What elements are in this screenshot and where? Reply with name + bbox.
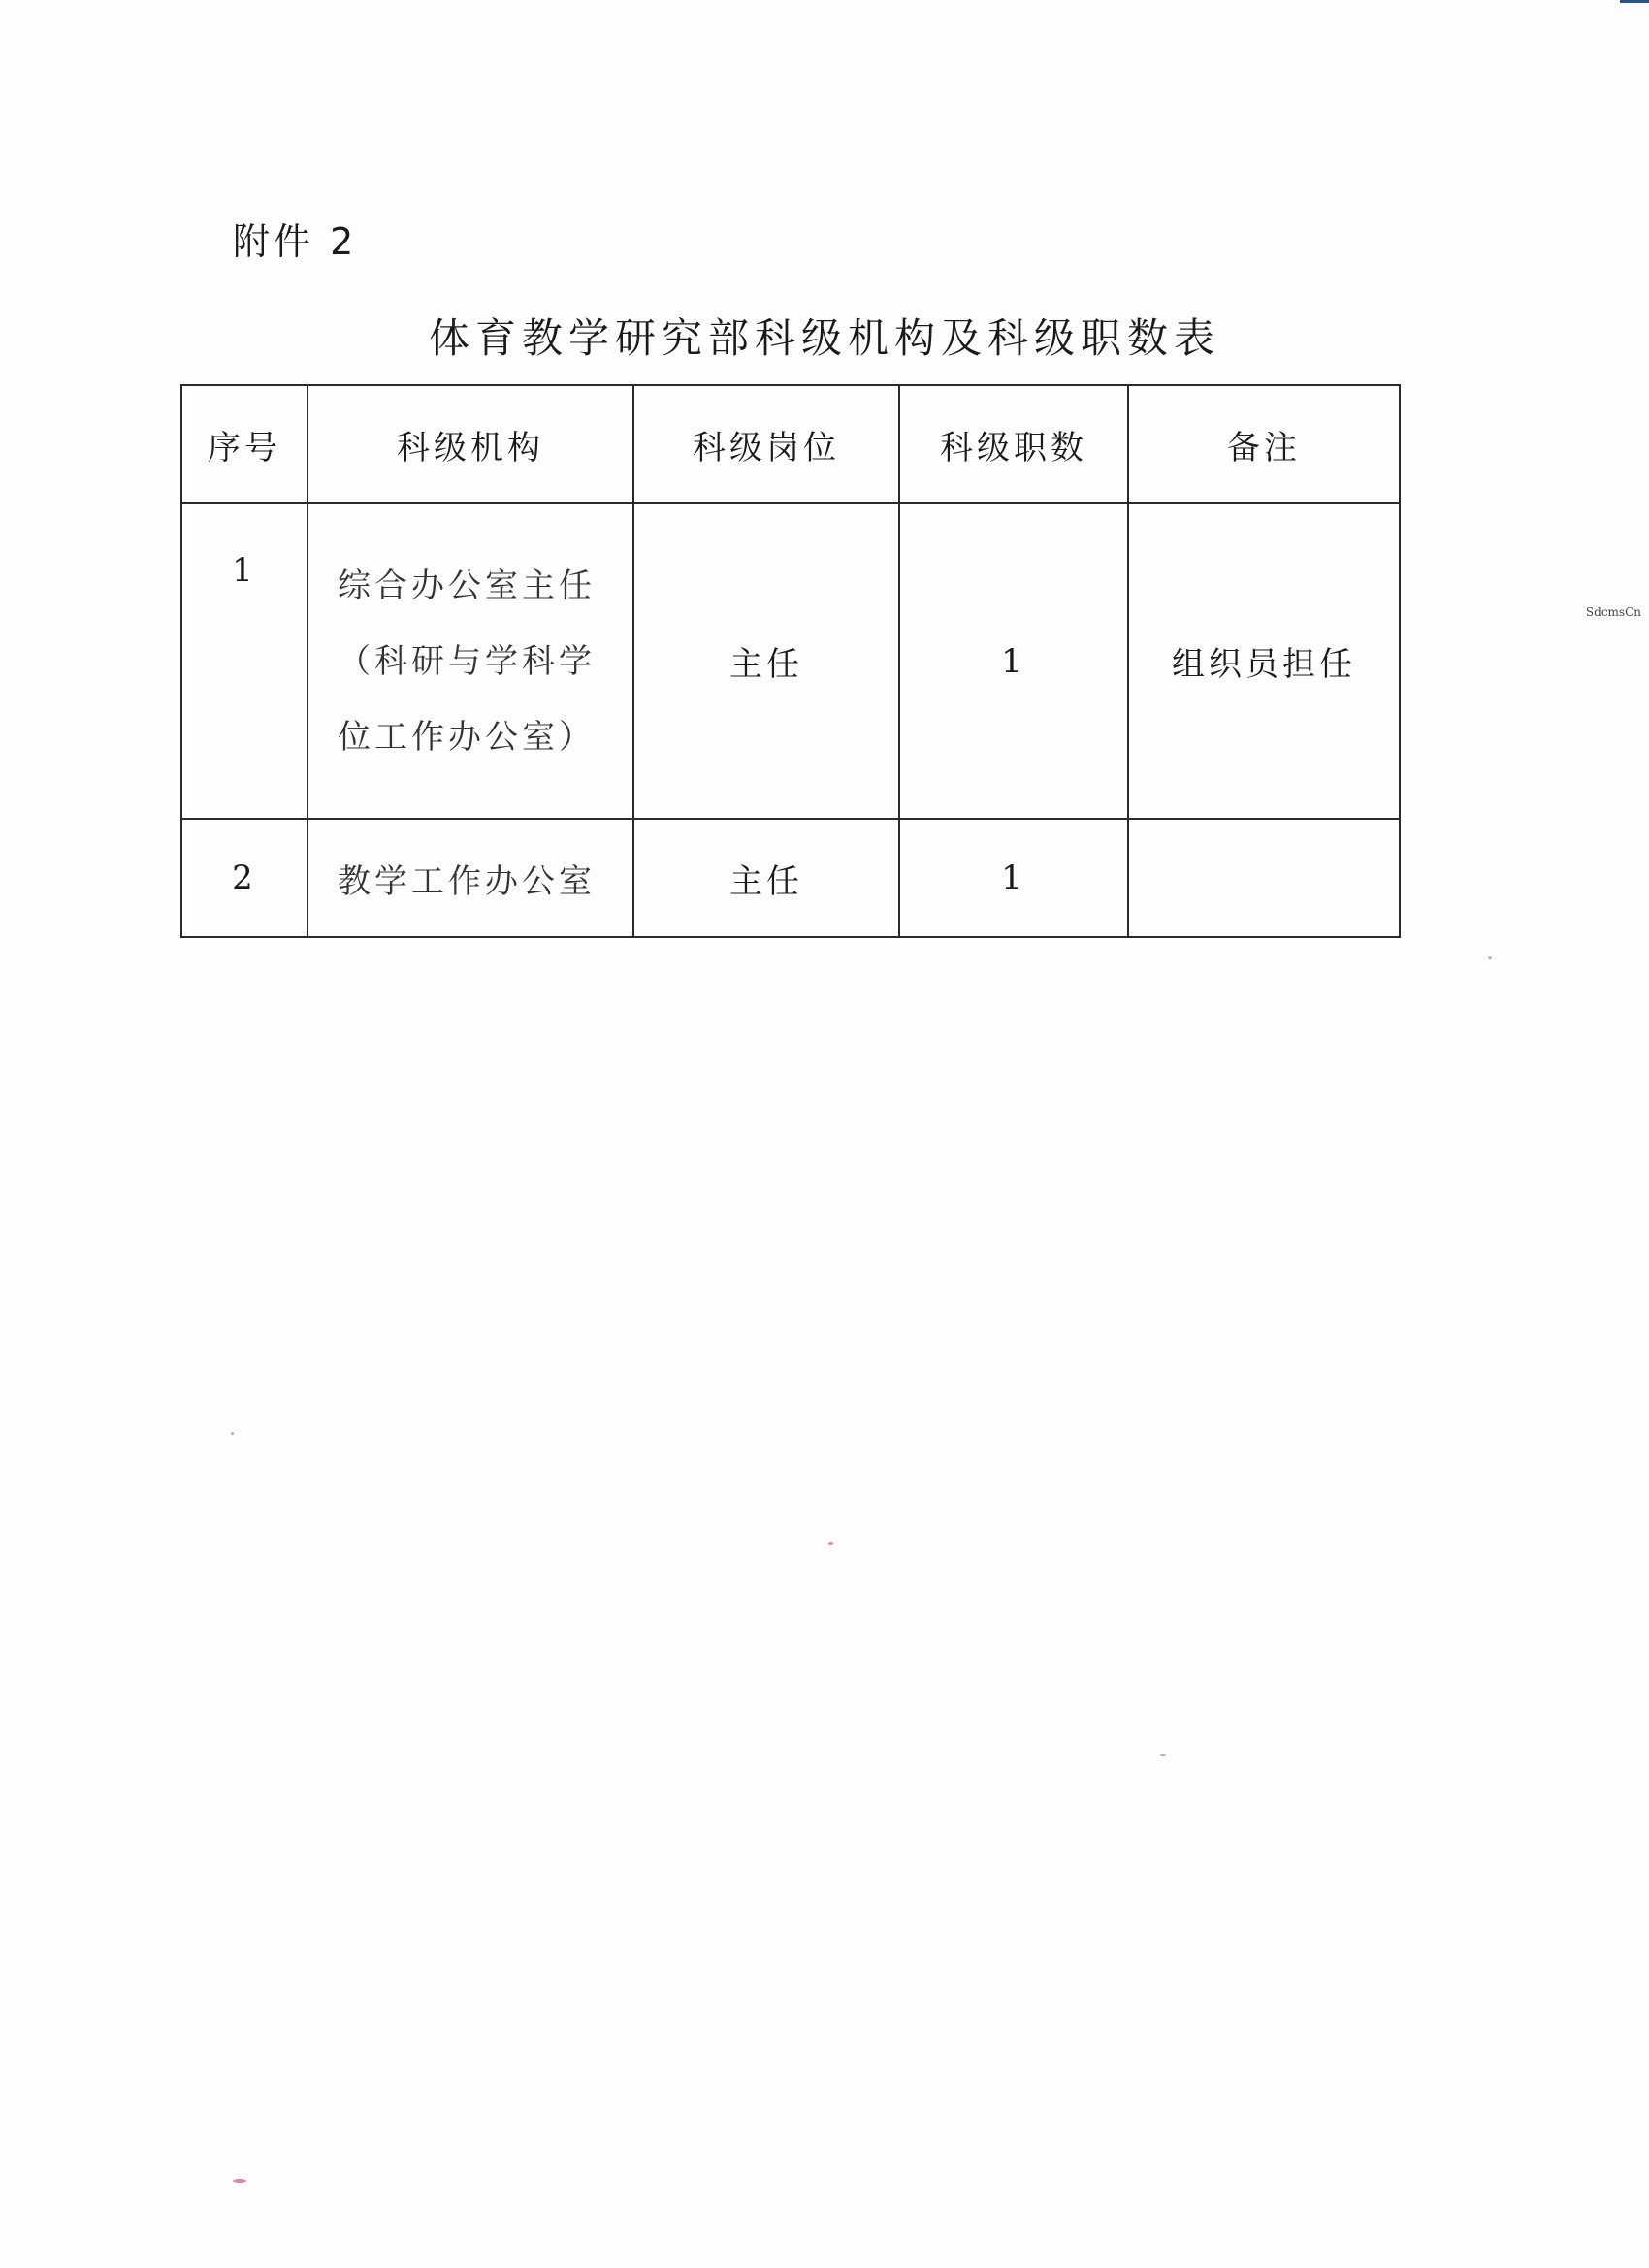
cell-note xyxy=(1128,819,1400,937)
header-post: 科级岗位 xyxy=(633,385,899,503)
table-row xyxy=(181,503,1400,819)
org-line: （科研与学科学 xyxy=(338,641,596,681)
scan-speck xyxy=(1160,1754,1166,1756)
header-count: 科级职数 xyxy=(899,385,1128,503)
corner-mark xyxy=(1620,0,1649,3)
org-line: 位工作办公室） xyxy=(338,717,596,757)
table-header-row xyxy=(181,385,1400,503)
document-title: 体育教学研究部科级机构及科级职数表 xyxy=(428,314,1220,362)
header-org: 科级机构 xyxy=(307,385,633,503)
header-seq: 序号 xyxy=(181,385,307,503)
cell-org xyxy=(307,503,633,819)
scan-speck xyxy=(828,1542,833,1545)
scan-speck xyxy=(1488,956,1492,959)
org-line: 综合办公室主任 xyxy=(338,566,596,605)
cell-post: 主任 xyxy=(633,503,899,819)
org-lines xyxy=(308,548,632,775)
cell-count: 1 xyxy=(899,503,1128,819)
cell-note: 组织员担任 xyxy=(1128,503,1400,819)
cell-count: 1 xyxy=(899,819,1128,937)
staff-table xyxy=(180,384,1401,938)
cell-org xyxy=(307,819,633,937)
attachment-label: 附件 2 xyxy=(233,220,358,263)
scan-speck xyxy=(231,1432,234,1435)
cell-post: 主任 xyxy=(633,819,899,937)
header-note: 备注 xyxy=(1128,385,1400,503)
cell-seq: 1 xyxy=(181,503,307,819)
org-single: 教学工作办公室 xyxy=(338,861,596,901)
scan-speck xyxy=(233,2179,246,2183)
scan-watermark: SdcmsCn xyxy=(1585,605,1641,619)
table-row xyxy=(181,819,1400,937)
cell-seq: 2 xyxy=(181,819,307,937)
